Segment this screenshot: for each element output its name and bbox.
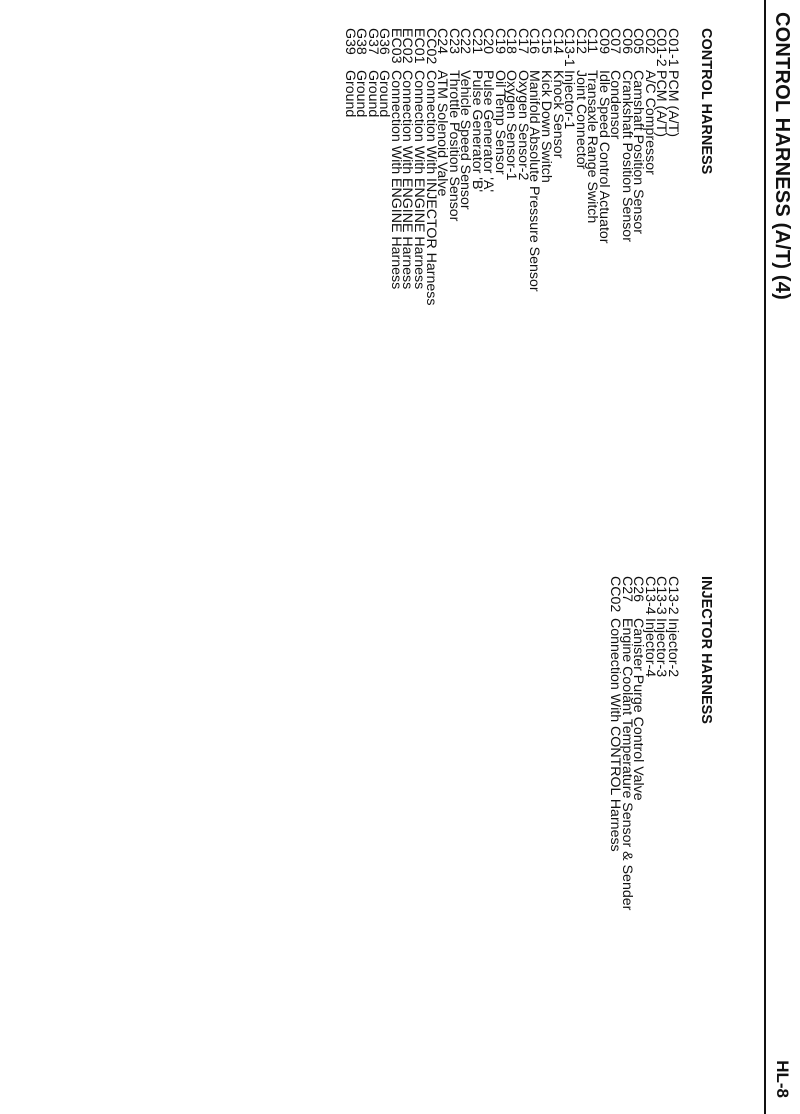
injector-harness-section — [609, 576, 714, 910]
connector-code: C15 — [537, 28, 554, 55]
connector-code: C02 — [641, 28, 658, 55]
connector-code: C13-1 — [561, 28, 578, 67]
connector-code: C06 — [618, 28, 635, 55]
connector-description: Connection With ENGINE Harness — [410, 70, 427, 290]
connector-description: Pulse Generator 'A' — [480, 70, 497, 193]
connector-description: Idle Speed Control Actuator — [595, 70, 612, 244]
connector-code: C13-4 — [641, 576, 658, 615]
connector-description: Connection With ENGINE Harness — [399, 70, 416, 290]
connector-code: C01-1 — [665, 28, 681, 67]
connector-description: Crankshaft Position Sensor — [618, 70, 635, 242]
connector-description: Transaxle Range Switch — [584, 70, 601, 224]
header-rule — [764, 0, 766, 1114]
connector-code: C18 — [503, 28, 520, 55]
connector-code: C13-3 — [653, 576, 670, 615]
connector-description: Ground — [364, 70, 381, 118]
connector-code: C19 — [491, 28, 508, 55]
connector-code: G38 — [353, 28, 370, 55]
connector-description: Oxygen Sensor-1 — [503, 70, 520, 181]
control-harness-section — [343, 28, 714, 306]
connector-code: C14 — [549, 28, 566, 55]
connector-code: C05 — [630, 28, 647, 55]
connector-description: Oxygen Sensor-2 — [514, 70, 531, 181]
connector-description: Kick Down Switch — [537, 70, 554, 183]
connector-code: EC02 — [399, 28, 416, 64]
connector-code: C07 — [607, 28, 624, 55]
connector-code: C26 — [630, 576, 647, 603]
injector-harness-heading: INJECTOR HARNESS — [698, 576, 714, 724]
connector-code: C27 — [618, 576, 635, 603]
connector-description: Injector-3 — [653, 618, 670, 678]
connector-code: C16 — [526, 28, 543, 55]
connector-code: C23 — [445, 28, 462, 55]
connector-description: Oil Temp Sensor — [491, 70, 508, 175]
connector-description: Ground — [341, 70, 358, 118]
connector-code: CC02 — [422, 28, 439, 65]
connector-code: C24 — [434, 28, 451, 55]
connector-description: Ground — [353, 70, 370, 118]
connector-code: C17 — [514, 28, 531, 55]
connector-description: Joint Connector — [572, 70, 589, 170]
connector-code: C13-2 — [665, 576, 681, 615]
control-harness-heading: CONTROL HARNESS — [698, 28, 714, 175]
injector-harness-list — [607, 576, 681, 911]
page-number: HL-8 — [773, 1060, 792, 1098]
connector-description: Injector-2 — [665, 618, 681, 678]
connector-description: A/C Compressor — [641, 70, 658, 175]
connector-code: C01-2 — [653, 28, 670, 67]
connector-description: Knock Sensor — [549, 70, 566, 159]
connector-description: Camshaft Position Sensor — [630, 70, 647, 235]
connector-description: Injector-4 — [641, 618, 658, 678]
connector-description: Connection With ENGINE Harness — [387, 70, 404, 290]
connector-description: Injector-1 — [561, 70, 578, 130]
connector-code: G36 — [376, 28, 393, 55]
page-title: CONTROL HARNESS (A/T) (4) — [771, 12, 793, 300]
connector-code: G39 — [341, 28, 358, 55]
connector-description: Condensor — [607, 70, 624, 140]
connector-row — [341, 28, 358, 306]
connector-code: G37 — [364, 28, 381, 55]
connector-description: Canister Purge Control Valve — [630, 618, 647, 801]
connector-description: Vehicle Speed Sensor — [457, 70, 474, 210]
connector-description: PCM (A/T) — [653, 70, 670, 137]
connector-description: Ground — [376, 70, 393, 118]
connector-code: EC01 — [410, 28, 427, 64]
connector-description: Connection With INJECTOR Harness — [422, 70, 439, 306]
connector-code: C22 — [457, 28, 474, 55]
connector-code: C11 — [584, 28, 601, 53]
connector-description: Connection With CONTROL Harness — [607, 618, 624, 852]
connector-description: Throttle Position Sensor — [445, 70, 462, 222]
connector-description: ATM Solenoid Valve — [434, 70, 451, 197]
connector-code: C21 — [468, 28, 485, 55]
control-harness-list — [341, 28, 681, 306]
connector-code: C20 — [480, 28, 497, 55]
connector-description: Manifold Absolute Pressure Sensor — [526, 70, 543, 292]
connector-description: Pulse Generator 'B' — [468, 70, 485, 193]
connector-description: Engine Coolant Temperature Sensor & Sender — [618, 618, 635, 911]
connector-code: C09 — [595, 28, 612, 55]
connector-code: EC03 — [387, 28, 404, 64]
connector-code: C12 — [572, 28, 589, 55]
connector-description: PCM (A/T) — [665, 70, 681, 137]
connector-code: CC02 — [607, 576, 624, 613]
